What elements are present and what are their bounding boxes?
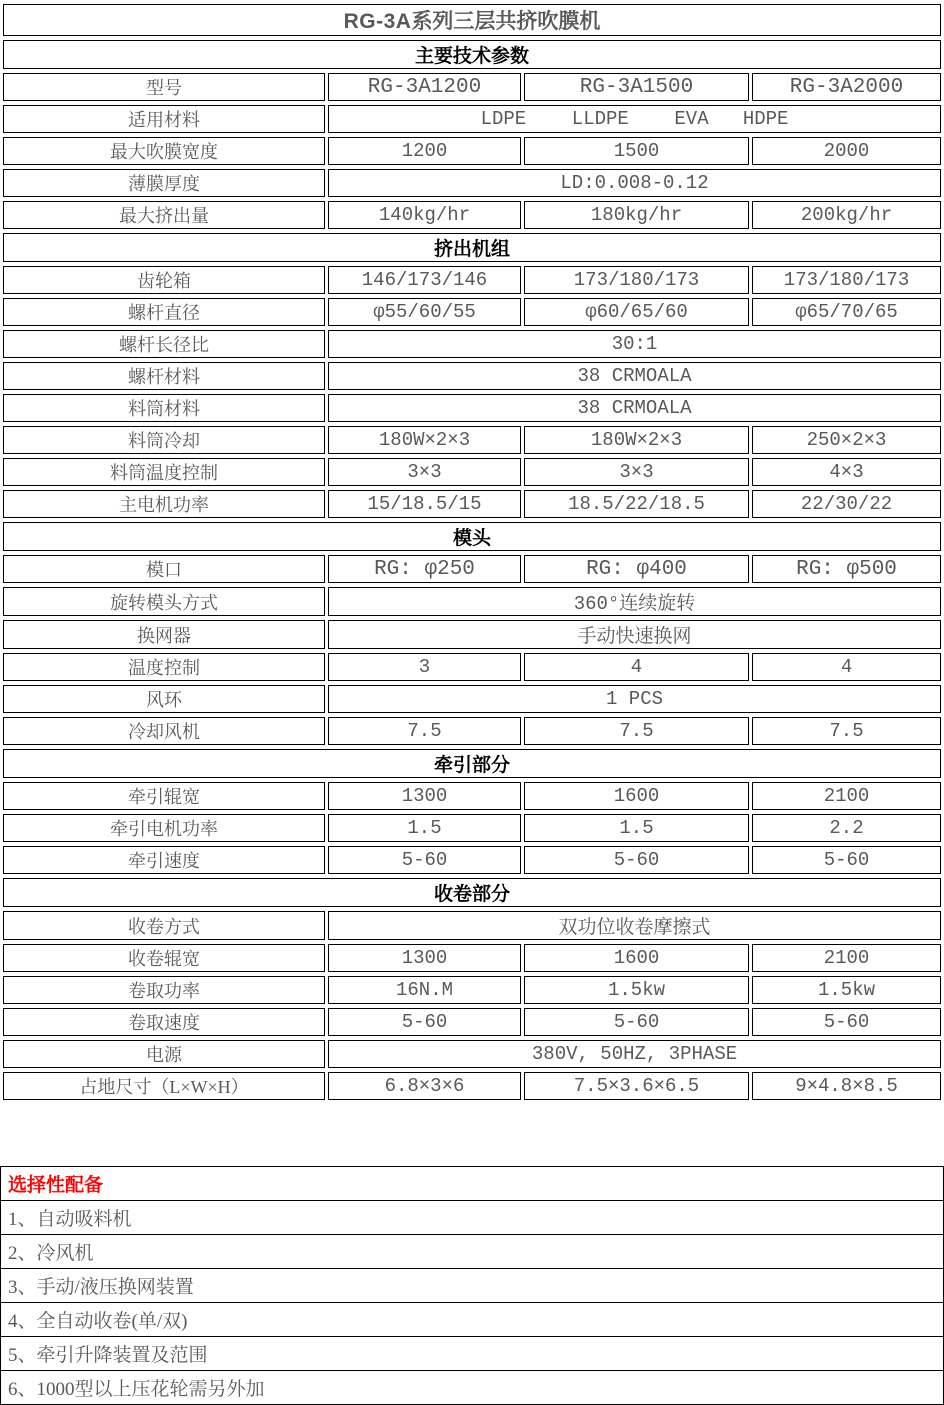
row-value: 7.5: [328, 717, 521, 745]
row-label: 主电机功率: [3, 490, 325, 518]
row-value-merged: 380V, 50HZ, 3PHASE: [328, 1040, 941, 1068]
spec-row: [3, 846, 941, 874]
row-value: 18.5/22/18.5: [524, 490, 749, 518]
option-row: [1, 1201, 944, 1235]
row-value-merged: 38 CRMOALA: [328, 362, 941, 390]
row-value: 4: [752, 653, 941, 681]
row-value-merged: LDPE LLDPE EVA HDPE: [328, 105, 941, 133]
row-value: 1.5: [524, 814, 749, 842]
spec-row: [3, 555, 941, 583]
spec-row: [3, 362, 941, 390]
row-value-merged: 30:1: [328, 330, 941, 358]
option-row: [1, 1269, 944, 1303]
row-value: 3×3: [524, 458, 749, 486]
row-value: 1500: [524, 137, 749, 165]
row-value: 16N.M: [328, 976, 521, 1004]
option-item: 3、手动/液压换网装置: [1, 1269, 944, 1303]
spec-row: [3, 717, 941, 745]
row-label: 螺杆直径: [3, 298, 325, 326]
spec-row: [3, 458, 941, 486]
section-header-row: [3, 233, 941, 262]
row-value: 5-60: [752, 1008, 941, 1036]
spec-row: [3, 814, 941, 842]
section-header: 牵引部分: [3, 749, 941, 778]
row-value: 5-60: [328, 1008, 521, 1036]
options-table: [0, 1166, 944, 1405]
row-label: 温度控制: [3, 653, 325, 681]
row-label: 旋转模头方式: [3, 587, 325, 616]
spec-row: [3, 266, 941, 294]
row-value: 1300: [328, 944, 521, 972]
spec-row: [3, 330, 941, 358]
spec-row: [3, 620, 941, 649]
row-value: 5-60: [524, 1008, 749, 1036]
spec-row: [3, 426, 941, 454]
option-row: [1, 1371, 944, 1405]
row-value: φ55/60/55: [328, 298, 521, 326]
row-label: 冷却风机: [3, 717, 325, 745]
row-label: 收卷辊宽: [3, 944, 325, 972]
title-text: 系列三层共挤吹膜机: [411, 9, 601, 33]
spec-row: [3, 201, 941, 229]
row-value: φ60/65/60: [524, 298, 749, 326]
row-value: 200kg/hr: [752, 201, 941, 229]
title-model-code: RG-3A: [343, 10, 412, 33]
option-row: [1, 1303, 944, 1337]
row-value: 4: [524, 653, 749, 681]
row-value: 7.5: [524, 717, 749, 745]
option-row: [1, 1337, 944, 1371]
spec-row: [3, 490, 941, 518]
spec-row: [3, 1040, 941, 1068]
spec-row: [3, 587, 941, 616]
row-label: 风环: [3, 685, 325, 713]
row-label: 卷取速度: [3, 1008, 325, 1036]
row-value: 1200: [328, 137, 521, 165]
row-value: 22/30/22: [752, 490, 941, 518]
spec-row: [3, 1008, 941, 1036]
row-value: 1600: [524, 782, 749, 810]
row-label: 料筒温度控制: [3, 458, 325, 486]
row-label: 螺杆长径比: [3, 330, 325, 358]
row-value: 9×4.8×8.5: [752, 1072, 941, 1100]
row-value: 1600: [524, 944, 749, 972]
row-value: 173/180/173: [752, 266, 941, 294]
row-label: 电源: [3, 1040, 325, 1068]
row-label: 料筒冷却: [3, 426, 325, 454]
row-value: 1.5kw: [752, 976, 941, 1004]
row-label: 适用材料: [3, 105, 325, 133]
option-item: 1、自动吸料机: [1, 1201, 944, 1235]
spec-row: [3, 169, 941, 197]
row-label: 牵引电机功率: [3, 814, 325, 842]
row-value: 5-60: [524, 846, 749, 874]
row-label: 牵引辊宽: [3, 782, 325, 810]
option-item: 4、全自动收卷(单/双): [1, 1303, 944, 1337]
row-value: RG: φ250: [328, 555, 521, 583]
option-item: 6、1000型以上压花轮需另外加: [1, 1371, 944, 1405]
row-label: 最大吹膜宽度: [3, 137, 325, 165]
table-title: [3, 4, 941, 36]
row-label: 型号: [3, 73, 325, 101]
title-row: [3, 4, 941, 36]
spec-row: [3, 137, 941, 165]
row-label: 卷取功率: [3, 976, 325, 1004]
row-label: 最大挤出量: [3, 201, 325, 229]
row-value-merged: 双功位收卷摩擦式: [328, 911, 941, 940]
row-label: 料筒材料: [3, 394, 325, 422]
row-value: 5-60: [328, 846, 521, 874]
row-label: 换网器: [3, 620, 325, 649]
spec-row: [3, 298, 941, 326]
row-value: RG: φ400: [524, 555, 749, 583]
row-value-merged: 1 PCS: [328, 685, 941, 713]
row-value: RG-3A2000: [752, 73, 941, 101]
row-value: 3×3: [328, 458, 521, 486]
row-value: φ65/70/65: [752, 298, 941, 326]
spec-row: [3, 73, 941, 101]
row-value: 180W×2×3: [328, 426, 521, 454]
spec-row: [3, 1072, 941, 1100]
row-value: 1.5kw: [524, 976, 749, 1004]
row-value: 6.8×3×6: [328, 1072, 521, 1100]
row-value: 146/173/146: [328, 266, 521, 294]
row-value: 180W×2×3: [524, 426, 749, 454]
row-value: 1.5: [328, 814, 521, 842]
row-value: 7.5×3.6×6.5: [524, 1072, 749, 1100]
row-label: 薄膜厚度: [3, 169, 325, 197]
row-label: 齿轮箱: [3, 266, 325, 294]
option-item: 5、牵引升降装置及范围: [1, 1337, 944, 1371]
row-value: 2100: [752, 944, 941, 972]
spec-row: [3, 976, 941, 1004]
section-header: 主要技术参数: [3, 40, 941, 69]
row-value-merged: 手动快速换网: [328, 620, 941, 649]
section-header-row: [3, 878, 941, 907]
row-value: RG-3A1500: [524, 73, 749, 101]
section-header: 收卷部分: [3, 878, 941, 907]
row-value: 5-60: [752, 846, 941, 874]
row-value: RG: φ500: [752, 555, 941, 583]
spec-row: [3, 394, 941, 422]
row-value: 2.2: [752, 814, 941, 842]
row-value: 173/180/173: [524, 266, 749, 294]
row-label: 占地尺寸（L×W×H）: [3, 1072, 325, 1100]
options-header: 选择性配备: [1, 1167, 944, 1201]
row-value: 3: [328, 653, 521, 681]
row-value: 140kg/hr: [328, 201, 521, 229]
row-value: 1300: [328, 782, 521, 810]
section-header: 挤出机组: [3, 233, 941, 262]
row-value: 180kg/hr: [524, 201, 749, 229]
spec-row: [3, 653, 941, 681]
section-header: 模头: [3, 522, 941, 551]
row-value-merged: 38 CRMOALA: [328, 394, 941, 422]
options-header-row: [1, 1167, 944, 1201]
row-label: 模口: [3, 555, 325, 583]
row-label: 牵引速度: [3, 846, 325, 874]
row-value: 15/18.5/15: [328, 490, 521, 518]
option-row: [1, 1235, 944, 1269]
row-value: RG-3A1200: [328, 73, 521, 101]
row-value: 250×2×3: [752, 426, 941, 454]
row-value: 4×3: [752, 458, 941, 486]
section-header-row: [3, 749, 941, 778]
row-label: 收卷方式: [3, 911, 325, 940]
spec-row: [3, 105, 941, 133]
row-value: 2000: [752, 137, 941, 165]
row-value: 7.5: [752, 717, 941, 745]
spec-row: [3, 782, 941, 810]
option-item: 2、冷风机: [1, 1235, 944, 1269]
row-value-merged: LD:0.008-0.12: [328, 169, 941, 197]
spec-row: [3, 685, 941, 713]
section-header-row: [3, 40, 941, 69]
row-value: 2100: [752, 782, 941, 810]
spec-row: [3, 911, 941, 940]
section-header-row: [3, 522, 941, 551]
spec-row: [3, 944, 941, 972]
row-label: 螺杆材料: [3, 362, 325, 390]
row-value-merged: 360°连续旋转: [328, 587, 941, 616]
